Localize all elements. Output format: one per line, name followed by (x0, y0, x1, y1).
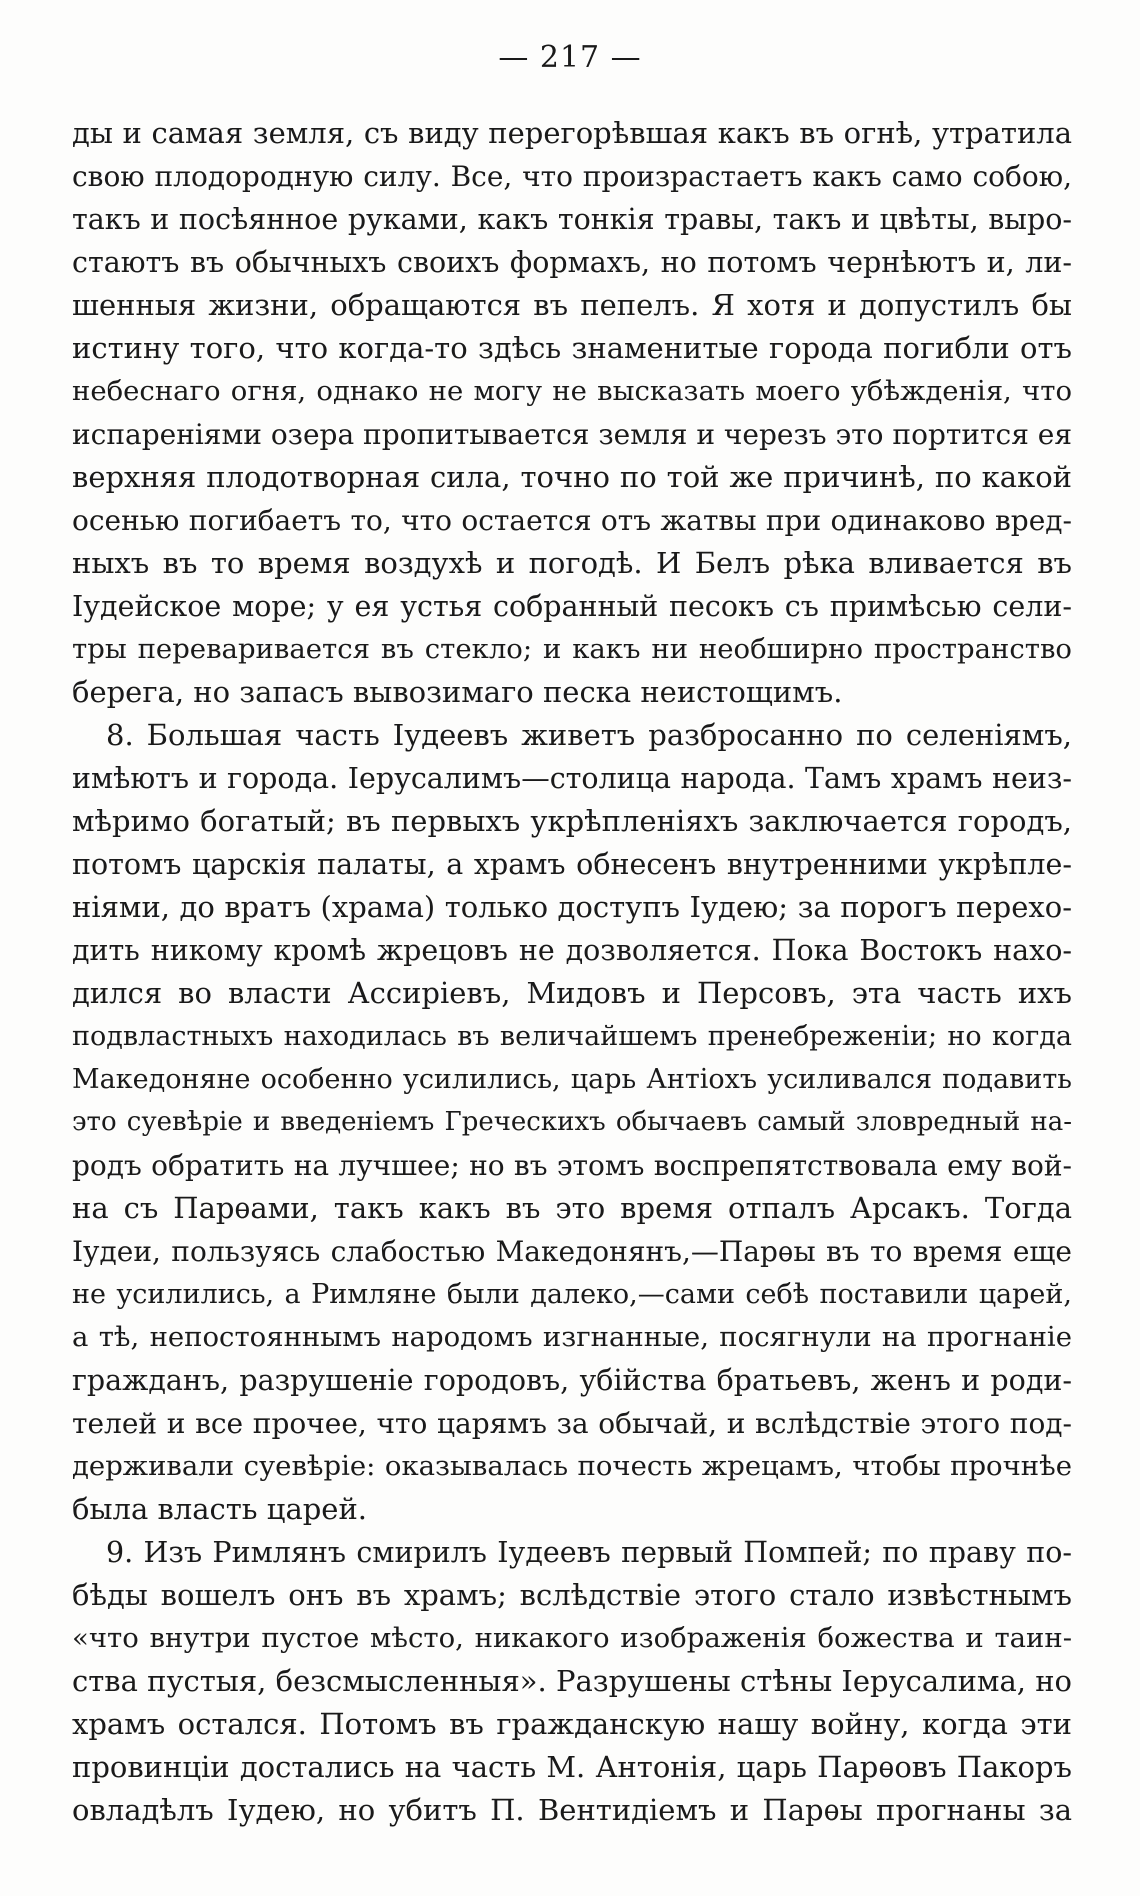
text-line: подвластныхъ находилась въ величайшемъ пренебреженіи; но когда (72, 1021, 1072, 1052)
text-line: бѣды вошелъ онъ въ храмъ; вслѣдствіе этого стало извѣстнымъ (72, 1578, 1072, 1612)
text-line: дился во власти Ассиріевъ, Мидовъ и Персовъ, эта часть ихъ (72, 976, 1072, 1010)
text-line: провинціи достались на часть М. Антонія, царь Парѳовъ Пакоръ (72, 1750, 1072, 1784)
text-line: это суевѣріе и введеніемъ Греческихъ обычаевъ самый зловредный на- (72, 1107, 1072, 1137)
text-line: шенныя жизни, обращаются въ пепелъ. Я хотя и допустилъ бы (72, 288, 1072, 322)
page-number: — 217 — (498, 40, 642, 75)
text-line: такъ и посѣянное руками, какъ тонкія травы, такъ и цвѣты, выро- (72, 203, 1072, 236)
text-line: Македоняне особенно усилились, царь Антіохъ усиливался подавить (72, 1064, 1072, 1095)
text-line: «что внутри пустое мѣсто, никакого изображенія божества и таин- (72, 1622, 1072, 1654)
text-line: имѣютъ и города. Іерусалимъ—столица народа. Тамъ храмъ неиз- (72, 762, 1072, 795)
text-line: телей и все прочее, что царямъ за обычай, и вслѣдствіе этого под- (72, 1407, 1072, 1440)
text-line: берега, но запасъ вывозимаго песка неистощимъ. (72, 675, 843, 709)
text-line: осенью погибаетъ то, что остается отъ жатвы при одинаково вред- (72, 504, 1072, 537)
text-line: Іудейское море; у ея устья собранный песокъ съ примѣсью сели- (72, 590, 1072, 623)
text-line: гражданъ, разрушеніе городовъ, убійства братьевъ, женъ и роди- (72, 1364, 1072, 1397)
text-line: стаютъ въ обычныхъ своихъ формахъ, но потомъ чернѣютъ и, ли- (72, 246, 1072, 279)
text-line: небеснаго огня, однако не могу не высказать моего убѣжденія, что (72, 375, 1072, 407)
text-line: родъ обратить на лучшее; но въ этомъ воспрепятствовала ему вой- (72, 1149, 1072, 1182)
text-line: испареніями озера пропитывается земля и черезъ это портится ея (72, 418, 1072, 451)
text-line: ніями, до вратъ (храма) только доступъ Іудею; за порогъ перехо- (72, 890, 1072, 924)
text-line: овладѣлъ Іудею, но убитъ П. Вентидіемъ и Парѳы прогнаны за (72, 1793, 1072, 1827)
text-line: верхняя плодотворная сила, точно по той же причинѣ, по какой (72, 460, 1072, 494)
text-line: потомъ царскія палаты, а храмъ обнесенъ внутренними укрѣпле- (72, 848, 1072, 881)
text-line: дить никому кромѣ жрецовъ не дозволяется. Пока Востокъ нахо- (72, 934, 1072, 967)
text-line: была власть царей. (72, 1492, 368, 1526)
text-line: ды и самая земля, съ виду перегорѣвшая какъ въ огнѣ, утратила (72, 116, 1072, 150)
text-line: а тѣ, непостояннымъ народомъ изгнанные, посягнули на прогнаніе (72, 1321, 1072, 1353)
text-line: на съ Парѳами, такъ какъ въ это время отпалъ Арсакъ. Тогда (72, 1191, 1072, 1225)
text-line: Іудеи, пользуясь слабостью Македонянъ,—Парѳы въ то время еще (72, 1235, 1072, 1268)
text-line: храмъ остался. Потомъ въ гражданскую нашу войну, когда эти (72, 1707, 1072, 1741)
text-line: свою плодородную силу. Все, что произрастаетъ какъ само собою, (72, 160, 1072, 193)
text-line: держивали суевѣріе: оказывалась почесть жрецамъ, чтобы прочнѣе (72, 1450, 1072, 1482)
text-line: истину того, что когда-то здѣсь знаменитые города погибли отъ (72, 331, 1072, 365)
text-line: ства пустыя, безсмысленныя». Разрушены стѣны Іерусалима, но (72, 1664, 1072, 1698)
text-line: тры переваривается въ стекло; и какъ ни необширно пространство (72, 633, 1072, 665)
text-line: не усилились, а Римляне были далеко,—сами себѣ поставили царей, (72, 1279, 1072, 1310)
text-line: мѣримо богатый; въ первыхъ укрѣпленіяхъ заключается городъ, (72, 804, 1072, 838)
body-text (72, 112, 1072, 1832)
text-line: ныхъ въ то время воздухѣ и погодѣ. И Белъ рѣка вливается въ (72, 546, 1072, 580)
text-line: 8. Большая часть Іудеевъ живетъ разбросанно по селеніямъ, (106, 718, 1072, 752)
text-line: 9. Изъ Римлянъ смирилъ Іудеевъ первый Помпей; по праву по- (106, 1536, 1072, 1569)
